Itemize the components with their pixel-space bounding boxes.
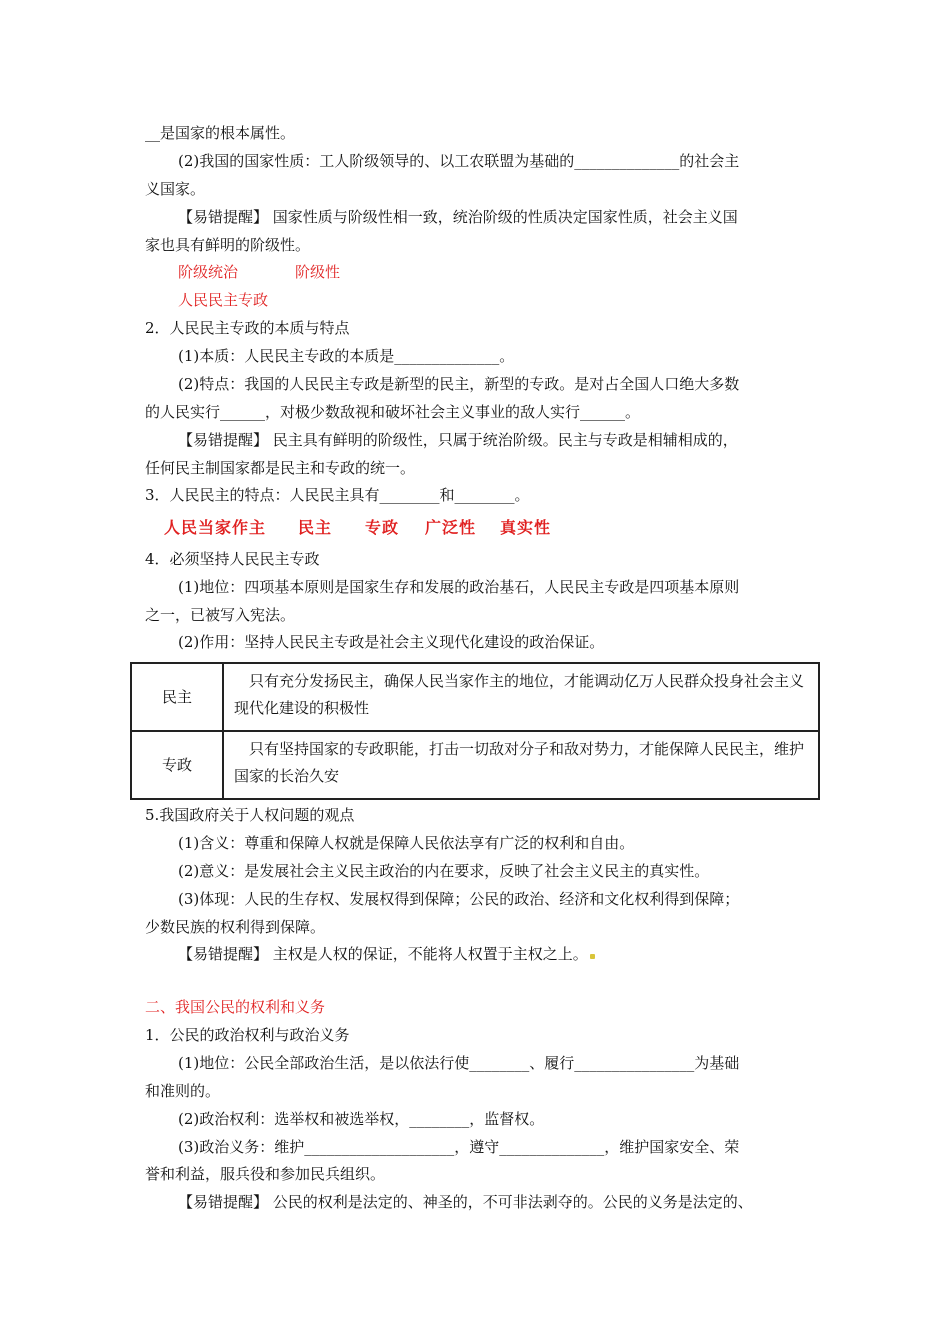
text-line: (3)体现：人民的生存权、发展权得到保障；公民的政治、经济和文化权利得到保障； (178, 890, 740, 908)
text-line: 任何民主制国家都是民主和专政的统一。 (145, 459, 416, 477)
warning-note: 【易错提醒】 国家性质与阶级性相一致，统治阶级的性质决定国家性质，社会主义国 (178, 208, 738, 226)
answer-annotation: 阶级统治 (178, 263, 239, 281)
text-line: 的人民实行______，对极少数敌视和破坏社会主义事业的敌人实行______。 (145, 403, 641, 421)
table-cell-key: 民主 (131, 663, 223, 731)
text-line: (1)地位：公民全部政治生活，是以依法行使________、履行________________为基础 (178, 1054, 740, 1072)
text-line: (1)本质：人民民主专政的本质是______________。 (178, 347, 515, 365)
table-cell-value: 只有坚持国家的专政职能，打击一切敌对分子和敌对势力，才能保障人民民主，维护国家的长治久安 (223, 731, 819, 799)
section-heading: 3．人民民主的特点：人民民主具有________和________。 (145, 486, 530, 504)
warning-note: 【易错提醒】 公民的权利是法定的、神圣的，不可非法剥夺的。公民的义务是法定的、 (178, 1193, 753, 1211)
warning-note-text: 【易错提醒】 主权是人权的保证，不能将人权置于主权之上。 (178, 945, 588, 963)
text-line: (2)特点：我国的人民民主专政是新型的民主，新型的专政。是对占全国人口绝大多数 (178, 375, 740, 393)
text-line: (1)地位：四项基本原则是国家生存和发展的政治基石，人民民主专政是四项基本原则 (178, 578, 740, 596)
warning-note (178, 944, 595, 964)
answer-annotation: 人民民主专政 (178, 291, 269, 309)
text-line: (2)意义：是发展社会主义民主政治的内在要求，反映了社会主义民主的真实性。 (178, 862, 710, 880)
answer-annotation: 阶级性 (295, 263, 341, 281)
table-row (131, 731, 819, 799)
text-line: (2)政治权利：选举权和被选举权，________，监督权。 (178, 1110, 545, 1128)
text-line: (3)政治义务：维护____________________，遵守______________，维护国家安全、荣 (178, 1138, 740, 1156)
section-heading: 5.我国政府关于人权问题的观点 (145, 806, 355, 824)
warning-note: 【易错提醒】 民主具有鲜明的阶级性，只属于统治阶级。民主与专政是相辅相成的， (178, 431, 738, 449)
text-line: 家也具有鲜明的阶级性。 (145, 236, 311, 254)
table-cell-key: 专政 (131, 731, 223, 799)
section-heading: 4．必须坚持人民民主专政 (145, 550, 320, 568)
section-heading: 1．公民的政治权利与政治义务 (145, 1026, 350, 1044)
answer-annotation: 真实性 (500, 518, 552, 537)
answer-annotation: 人民当家作主 (164, 518, 267, 537)
section-heading: 2．人民民主专政的本质与特点 (145, 319, 350, 337)
text-line: 义国家。 (145, 180, 206, 198)
highlight-mark (590, 954, 595, 959)
text-line: (2)我国的国家性质：工人阶级领导的、以工农联盟为基础的______________的社会主 (178, 152, 740, 170)
text-line: 誉和利益，服兵役和参加民兵组织。 (145, 1165, 386, 1183)
table-row (131, 663, 819, 731)
text-line: (1)含义：尊重和保障人权就是保障人民依法享有广泛的权利和自由。 (178, 834, 635, 852)
text-line: 少数民族的权利得到保障。 (145, 918, 326, 936)
text-line: __是国家的根本属性。 (145, 124, 296, 142)
text-line: (2)作用：坚持人民民主专政是社会主义现代化建设的政治保证。 (178, 633, 605, 651)
answer-annotation: 专政 (365, 518, 400, 537)
table-cell-value: 只有充分发扬民主，确保人民当家作主的地位，才能调动亿万人民群众投身社会主义现代化建设的积极性 (223, 663, 819, 731)
democracy-dictatorship-table (130, 662, 820, 800)
chapter-heading: 二、我国公民的权利和义务 (145, 998, 326, 1016)
text-line: 和准则的。 (145, 1082, 221, 1100)
answer-annotation: 民主 (298, 518, 333, 537)
answer-annotation: 广泛性 (425, 518, 477, 537)
text-line: 之一，已被写入宪法。 (145, 606, 296, 624)
